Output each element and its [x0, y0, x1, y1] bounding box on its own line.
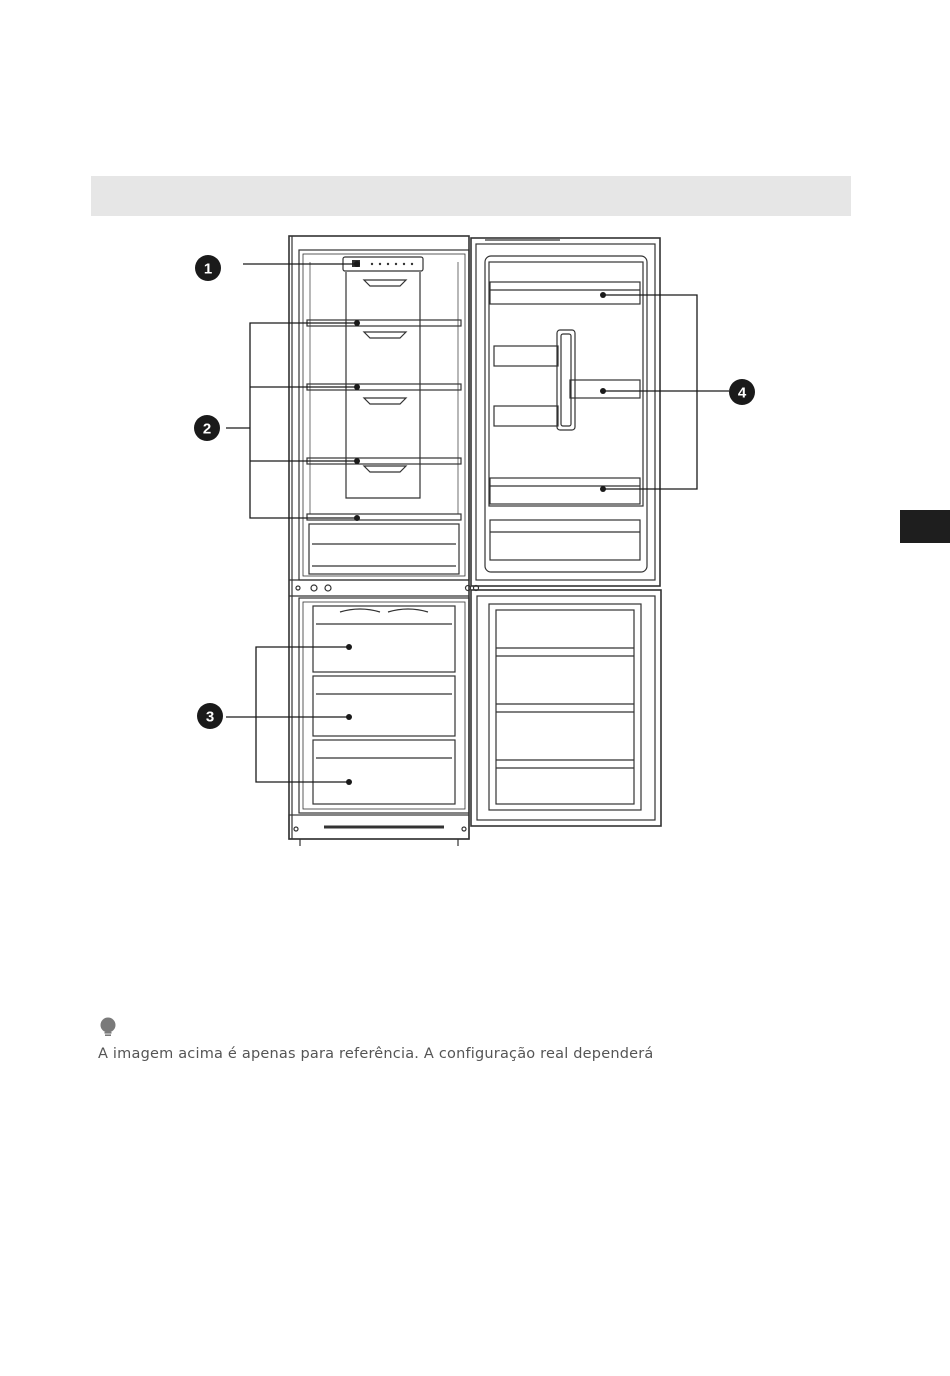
fridge-interior: [307, 257, 461, 574]
freezer-drawers: [313, 606, 455, 804]
callout-3-label: 3: [205, 708, 215, 726]
callout-3: [197, 703, 223, 729]
cabinet: [289, 236, 469, 846]
reference-note: A imagem acima é apenas para referência. A configuração real dependerá: [98, 1046, 654, 1062]
callout-1: [195, 255, 221, 281]
fridge-door: [471, 238, 660, 586]
callout-4-label: 4: [737, 384, 747, 402]
callout-2-label: 2: [202, 420, 212, 438]
lightbulb-icon: [99, 1017, 117, 1037]
callout-4: [729, 379, 755, 405]
callout-2: [194, 415, 220, 441]
freezer-door: [466, 586, 662, 827]
callout-1-label: 1: [203, 260, 213, 278]
